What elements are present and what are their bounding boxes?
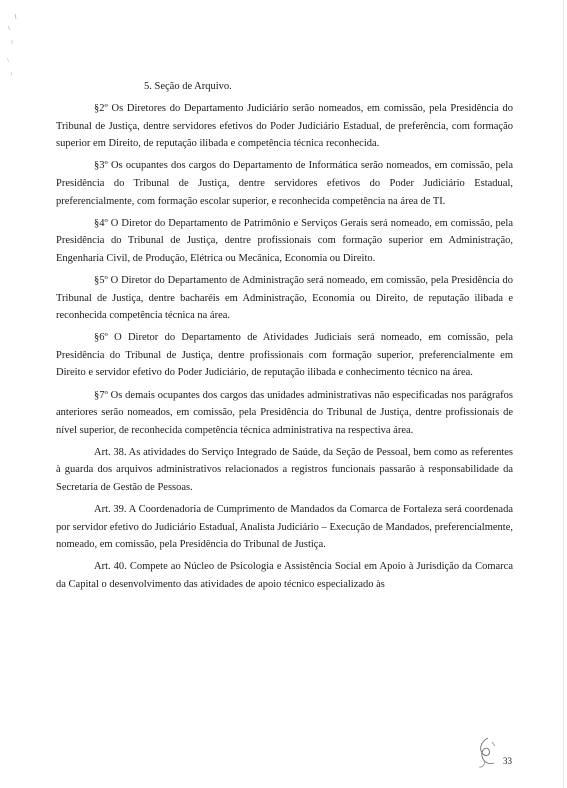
paragraph-7: §7º Os demais ocupantes dos cargos das unidades administrativas não especificadas nos parágrafos anteriores serão nomeados, em comissão, pela Presidência do Tribunal de Justiça, dentre profissionais de nível superior, de reconhecida competência técnica administrativa na respectiva área. (56, 389, 513, 436)
paragraph-4: §4º O Diretor do Departamento de Patrimônio e Serviços Gerais será nomeado, em comissão, pela Presidência do Tribunal de Justiça, dentre profissionais com formação superior em Administração, Engenharia Civil, de Produção, Elétrica ou Mecânica, Economia ou Direito. (56, 217, 513, 264)
paragraph-3: §3º Os ocupantes dos cargos do Departamento de Informática serão nomeados, em comissão, pela Presidência do Tribunal de Justiça, dentre servidores efetivos do Poder Judiciário Estadual, preferencialmente, com formação escolar superior, e reconhecida competência na área de TI. (56, 160, 513, 207)
signature-icon (474, 734, 500, 772)
article-39: Art. 39. A Coordenadoria de Cumprimento de Mandados da Comarca de Fortaleza será coordenada por servidor efetivo do Judiciário Estadual, Analista Judiciário – Execução de Mandados, preferencialmente, nomeado, em comissão, pela Presidência do Tribunal de Justiça. (56, 504, 513, 551)
scan-edge-line (563, 0, 564, 788)
paragraph-2: §2º Os Diretores do Departamento Judiciário serão nomeados, em comissão, pela Presidência do Tribunal de Justiça, dentre servidores efetivos do Poder Judiciário Estadual, de preferência, com formação superior em Direito, de reputação ilibada e competência técnica reconhecida. (56, 103, 513, 150)
document-body (56, 78, 513, 598)
paragraph-6: §6º O Diretor do Departamento de Atividades Judiciais será nomeado, em comissão, pela Presidência do Tribunal de Justiça, dentre profissionais com formação superior, preferencialmente em Direito e servidor efetivo do Poder Judiciário, de reputação ilibada e conhecimento técnico na área. (56, 332, 513, 379)
scan-mark-icon (3, 10, 19, 80)
article-40: Art. 40. Compete ao Núcleo de Psicologia e Assistência Social em Apoio à Jurisdição da Comarca da Capital o desenvolvimento das atividades de apoio técnico especializado às (56, 561, 513, 590)
paragraph-5: §5º O Diretor do Departamento de Administração será nomeado, em comissão, pela Presidência do Tribunal de Justiça, dentre bacharéis em Administração, Economia ou Direito, de reputação ilibada e reconhecida competência técnica na área. (56, 274, 513, 322)
page-number: 33 (503, 756, 512, 766)
paragraph-item-5: 5. Seção de Arquivo. (144, 81, 232, 92)
article-38: Art. 38. As atividades do Serviço Integrado de Saúde, da Seção de Pessoal, bem como as referentes à guarda dos arquivos administrativos relacionados a registros funcionais passarão à responsabilidade da Secretaria de Gestão de Pessoas. (56, 446, 513, 493)
